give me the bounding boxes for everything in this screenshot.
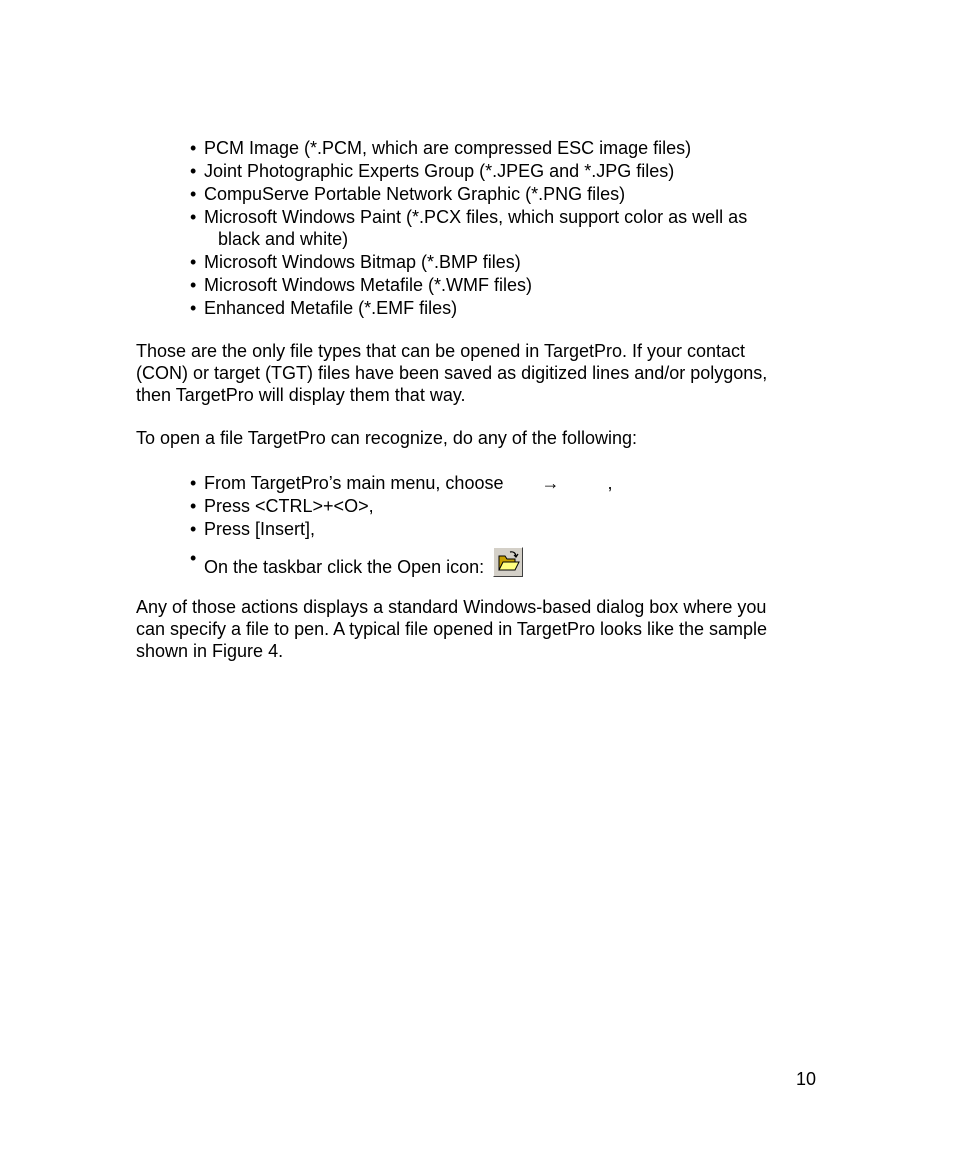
paragraph-line: Any of those actions displays a standard Windows-based dialog box where you xyxy=(136,597,767,617)
open-folder-icon xyxy=(493,547,523,577)
list-item xyxy=(190,297,747,320)
paragraph-line: shown in Figure 4. xyxy=(136,641,284,661)
list-item-text: On the taskbar click the Open icon: xyxy=(204,557,485,577)
paragraph-line: (CON) or target (TGT) files have been saved as digitized lines and/or polygons, xyxy=(136,363,768,383)
bullet: • xyxy=(190,496,197,516)
list-item xyxy=(190,137,747,160)
menu-comma: , xyxy=(607,473,613,493)
file-types-list xyxy=(190,137,747,320)
list-item-text: Press [Insert], xyxy=(204,519,316,539)
list-item xyxy=(190,518,613,541)
bullet: • xyxy=(190,138,197,158)
list-item xyxy=(190,472,613,495)
list-item-text: Microsoft Windows Paint (*.PCX files, which support color as well as xyxy=(204,207,748,227)
list-item xyxy=(190,547,613,579)
list-item xyxy=(190,160,747,183)
list-item-text: CompuServe Portable Network Graphic (*.PNG files) xyxy=(204,184,626,204)
bullet: • xyxy=(190,275,197,295)
list-item-text: Microsoft Windows Bitmap (*.BMP files) xyxy=(204,252,521,272)
list-item-text: Enhanced Metafile (*.EMF files) xyxy=(204,298,458,318)
bullet: • xyxy=(190,548,197,568)
list-item xyxy=(190,206,747,251)
list-item xyxy=(190,274,747,297)
menu-arrow-icon: → xyxy=(541,473,560,493)
list-item-text: Microsoft Windows Metafile (*.WMF files) xyxy=(204,275,533,295)
list-item-text: From TargetPro’s main menu, choose xyxy=(204,473,504,493)
list-item-text: Joint Photographic Experts Group (*.JPEG and *.JPG files) xyxy=(204,161,675,181)
bullet: • xyxy=(190,252,197,272)
paragraph-line: can specify a file to pen. A typical file opened in TargetPro looks like the sample xyxy=(136,619,768,639)
list-item xyxy=(190,183,747,206)
paragraph-file-types-note xyxy=(136,340,826,406)
paragraph-line: Those are the only file types that can be opened in TargetPro. If your contact xyxy=(136,341,746,361)
list-item xyxy=(190,495,613,518)
bullet: • xyxy=(190,519,197,539)
list-item xyxy=(190,251,747,274)
bullet: • xyxy=(190,207,197,227)
list-item-text-continued: black and white) xyxy=(218,229,349,249)
page-number: 10 xyxy=(796,1069,817,1089)
list-item-text: Press <CTRL>+<O>, xyxy=(204,496,374,516)
bullet: • xyxy=(190,473,197,493)
paragraph-open-intro: To open a file TargetPro can recognize, do any of the following: xyxy=(136,428,637,448)
paragraph-line: then TargetPro will display them that way. xyxy=(136,385,466,405)
bullet: • xyxy=(190,298,197,318)
bullet: • xyxy=(190,184,197,204)
list-item-text: PCM Image (*.PCM, which are compressed ESC image files) xyxy=(204,138,692,158)
bullet: • xyxy=(190,161,197,181)
open-methods-list xyxy=(190,472,613,579)
paragraph-dialog-note xyxy=(136,596,826,662)
